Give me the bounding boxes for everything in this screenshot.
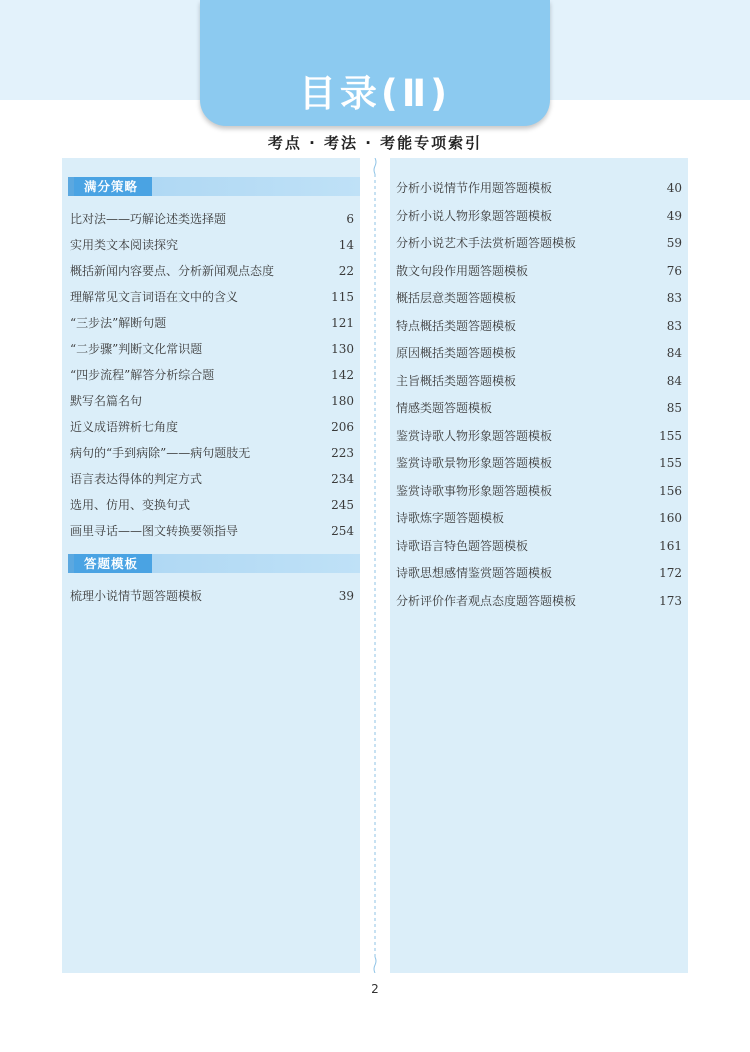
toc-entry-title: 理解常见文言词语在文中的含义 [70, 290, 239, 304]
toc-entry-title: 情感类题答题模板 [396, 401, 493, 415]
toc-entry-title: 原因概括类题答题模板 [396, 346, 517, 360]
toc-entry-title: 主旨概括类题答题模板 [396, 373, 517, 388]
toc-entry[interactable] [62, 467, 360, 491]
toc-entry-page: 85 [666, 401, 682, 415]
toc-entry-title: “四步流程”解答分析综合题 [70, 368, 215, 382]
toc-entry-title: 默写名篇名句 [70, 394, 143, 408]
right-column-panel [390, 158, 688, 973]
toc-entry-page: 173 [659, 593, 682, 608]
toc-entry-title: 鉴赏诗歌事物形象题答题模板 [396, 483, 553, 498]
toc-entry-page: 161 [659, 538, 682, 553]
left-column-panel [62, 158, 360, 973]
toc-entry-page: 40 [666, 181, 682, 195]
toc-entry-title: 语言表达得体的判定方式 [70, 472, 203, 486]
toc-entry-page: 180 [331, 394, 354, 408]
toc-entry-title: 诗歌语言特色题答题模板 [396, 538, 529, 553]
toc-entry[interactable] [62, 441, 360, 465]
toc-entry[interactable] [390, 424, 688, 448]
toc-entry-title: 分析评价作者观点态度题答题模板 [396, 593, 577, 608]
toc-entry-title: 鉴赏诗歌景物形象题答题模板 [396, 456, 553, 470]
toc-entry-page: 14 [338, 238, 354, 252]
toc-entry[interactable] [62, 389, 360, 413]
toc-entry-title: 概括层意类题答题模板 [396, 291, 517, 305]
toc-entry-page: 155 [659, 428, 682, 443]
toc-entry-page: 234 [331, 472, 354, 486]
toc-entry[interactable] [390, 231, 688, 255]
title-tab [200, 0, 550, 126]
page-number: 2 [371, 982, 379, 996]
toc-entry-title: 梳理小说情节题答题模板 [70, 589, 203, 603]
toc-entry[interactable] [390, 369, 688, 393]
toc-entry[interactable] [390, 589, 688, 613]
toc-entry[interactable] [390, 396, 688, 420]
toc-entry[interactable] [390, 534, 688, 558]
toc-entry-page: 254 [331, 524, 354, 538]
toc-entry-page: 172 [659, 566, 682, 580]
toc-entry[interactable] [390, 451, 688, 475]
toc-entry[interactable] [62, 415, 360, 439]
toc-entry-title: 近义成语辨析七角度 [70, 420, 179, 434]
toc-entry-title: 比对法——巧解论述类选择题 [70, 212, 227, 226]
toc-entry-title: 诗歌炼字题答题模板 [396, 511, 505, 525]
toc-entry[interactable] [62, 259, 360, 283]
toc-entry-page: 130 [331, 342, 354, 356]
section-label: 答题模板 [74, 554, 152, 573]
toc-entry-title: 概括新闻内容要点、分析新闻观点态度 [70, 264, 275, 278]
toc-entry[interactable] [390, 561, 688, 585]
toc-entry-title: 选用、仿用、变换句式 [70, 498, 191, 512]
toc-entry-title: 实用类文本阅读探究 [70, 238, 179, 252]
section-header-templates [68, 554, 360, 573]
toc-entry[interactable] [62, 584, 360, 608]
toc-entry-page: 59 [666, 236, 682, 250]
toc-entry[interactable] [390, 506, 688, 530]
toc-entry[interactable] [390, 204, 688, 228]
toc-entry-page: 76 [666, 263, 682, 278]
page-subtitle: 考点 · 考法 · 考能专项索引 [267, 134, 483, 152]
toc-entry[interactable] [62, 285, 360, 309]
toc-entry-title: 病句的“手到病除”——病句题肢无 [70, 446, 251, 460]
section-label: 满分策略 [74, 177, 152, 196]
toc-entry[interactable] [390, 341, 688, 365]
toc-entry-title: 画里寻话——图文转换要领指导 [70, 524, 239, 538]
toc-entry-title: “二步骤”判断文化常识题 [70, 342, 203, 356]
toc-entry-page: 84 [666, 373, 682, 388]
toc-entry[interactable] [62, 519, 360, 543]
toc-entry[interactable] [62, 311, 360, 335]
section-header-strategy [68, 177, 360, 196]
toc-entry-page: 83 [666, 291, 682, 305]
toc-entry-title: “三步法”解断句题 [70, 316, 167, 330]
toc-entry-page: 83 [666, 318, 682, 333]
toc-entry-title: 分析小说人物形象题答题模板 [396, 208, 553, 223]
toc-entry[interactable] [390, 259, 688, 283]
toc-entry-title: 分析小说艺术手法赏析题答题模板 [396, 236, 577, 250]
toc-entry[interactable] [390, 479, 688, 503]
toc-entry-title: 鉴赏诗歌人物形象题答题模板 [396, 428, 553, 443]
toc-entry[interactable] [62, 337, 360, 361]
toc-entry-page: 22 [338, 264, 354, 278]
toc-entry-page: 156 [659, 483, 682, 498]
toc-entry-page: 223 [331, 446, 354, 460]
toc-entry[interactable] [390, 314, 688, 338]
toc-entry-title: 诗歌思想感情鉴赏题答题模板 [396, 566, 553, 580]
toc-entry-page: 115 [331, 290, 354, 304]
page-title: 目录(Ⅱ) [298, 72, 452, 115]
toc-entry-page: 39 [338, 589, 354, 603]
toc-entry-page: 155 [659, 456, 682, 470]
toc-entry-page: 6 [346, 212, 354, 226]
toc-entry-page: 121 [331, 316, 354, 330]
toc-entry-title: 散文句段作用题答题模板 [396, 263, 529, 278]
toc-entry-page: 142 [331, 368, 354, 382]
toc-entry-page: 84 [666, 346, 682, 360]
toc-entry-title: 特点概括类题答题模板 [396, 318, 517, 333]
toc-entry[interactable] [62, 363, 360, 387]
toc-entry-page: 160 [659, 511, 682, 525]
toc-entry-page: 245 [331, 498, 354, 512]
toc-entry[interactable] [62, 207, 360, 231]
toc-entry-title: 分析小说情节作用题答题模板 [396, 181, 553, 195]
column-divider [373, 158, 377, 973]
toc-entry[interactable] [62, 493, 360, 517]
toc-entry[interactable] [62, 233, 360, 257]
toc-entry-page: 206 [331, 420, 354, 434]
toc-entry-page: 49 [666, 208, 682, 223]
toc-entry[interactable] [390, 176, 688, 200]
toc-entry[interactable] [390, 286, 688, 310]
